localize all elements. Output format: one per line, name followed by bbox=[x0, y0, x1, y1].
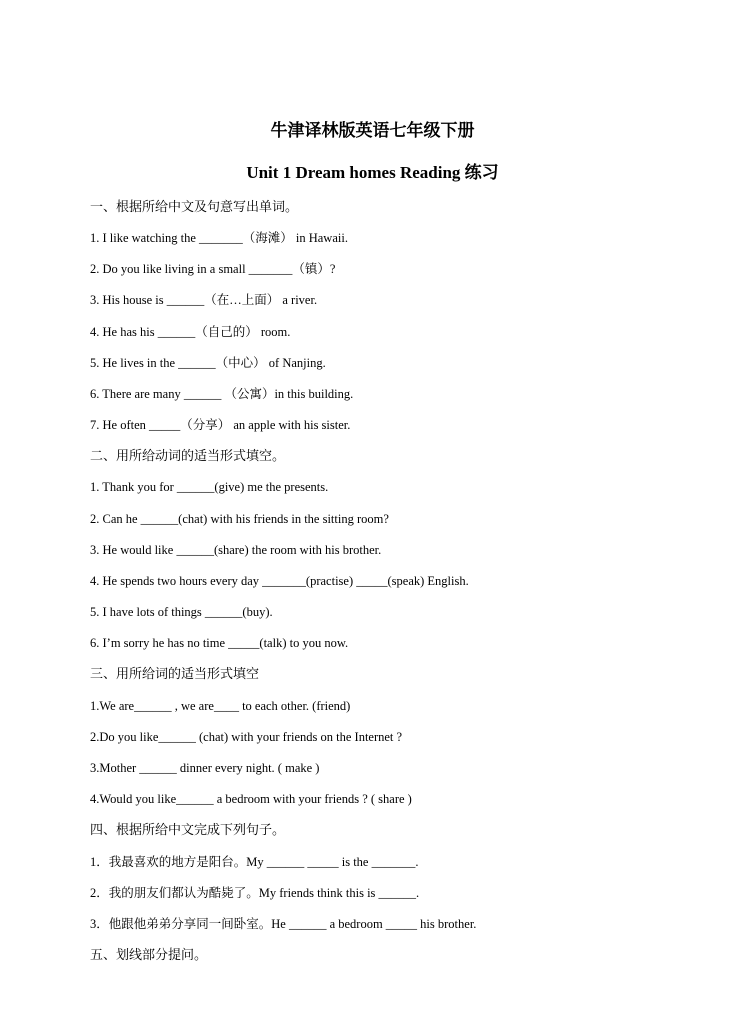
section-4-heading: 四、根据所给中文完成下列句子。 bbox=[90, 822, 286, 837]
section-1-item-2: 2. Do you like living in a small _______（镇）? bbox=[90, 262, 336, 276]
section-3-item-4: 4.Would you like______ a bedroom with your friends ? ( share ) bbox=[90, 792, 412, 806]
section-4-item-2: 2．我的朋友们都认为酷毙了。My friends think this is ______. bbox=[90, 886, 420, 900]
section-4-item-3: 3．他跟他弟弟分享同一间卧室。He ______ a bedroom _____ his brother. bbox=[90, 917, 477, 931]
section-3-item-1: 1.We are______ , we are____ to each other. (friend) bbox=[90, 699, 351, 713]
section-2-item-1: 1. Thank you for ______(give) me the presents. bbox=[90, 480, 329, 494]
section-2-item-6: 6. I’m sorry he has no time _____(talk) to you now. bbox=[90, 636, 349, 650]
section-2-item-3: 3. He would like ______(share) the room with his brother. bbox=[90, 543, 382, 557]
section-1-item-5: 5. He lives in the ______（中心） of Nanjing. bbox=[90, 356, 326, 370]
section-2-heading: 二、用所给动词的适当形式填空。 bbox=[90, 448, 286, 463]
section-1-item-3: 3. His house is ______（在…上面） a river. bbox=[90, 293, 318, 307]
section-5-heading: 五、划线部分提问。 bbox=[90, 947, 208, 962]
section-1-item-7: 7. He often _____（分享） an apple with his sister. bbox=[90, 418, 351, 432]
document-title: 牛津译林版英语七年级下册 bbox=[270, 121, 475, 140]
section-3-heading: 三、用所给词的适当形式填空 bbox=[90, 666, 260, 681]
section-4-item-1: 1．我最喜欢的地方是阳台。My ______ _____ is the _______. bbox=[90, 855, 419, 869]
section-1-item-6: 6. There are many ______ （公寓）in this building. bbox=[90, 387, 354, 401]
section-3-item-2: 2.Do you like______ (chat) with your friends on the Internet ? bbox=[90, 730, 403, 744]
section-1-item-1: 1. I like watching the _______（海滩） in Hawaii. bbox=[90, 231, 348, 245]
section-2-item-5: 5. I have lots of things ______(buy). bbox=[90, 605, 273, 619]
document-subtitle: Unit 1 Dream homes Reading 练习 bbox=[246, 163, 499, 182]
section-2-item-2: 2. Can he ______(chat) with his friends in the sitting room? bbox=[90, 512, 389, 526]
section-1-item-4: 4. He has his ______（自己的） room. bbox=[90, 325, 291, 339]
section-2-item-4: 4. He spends two hours every day _______(practise) _____(speak) English. bbox=[90, 574, 469, 588]
section-1-heading: 一、根据所给中文及句意写出单词。 bbox=[90, 199, 299, 214]
section-3-item-3: 3.Mother ______ dinner every night. ( make ) bbox=[90, 761, 320, 775]
